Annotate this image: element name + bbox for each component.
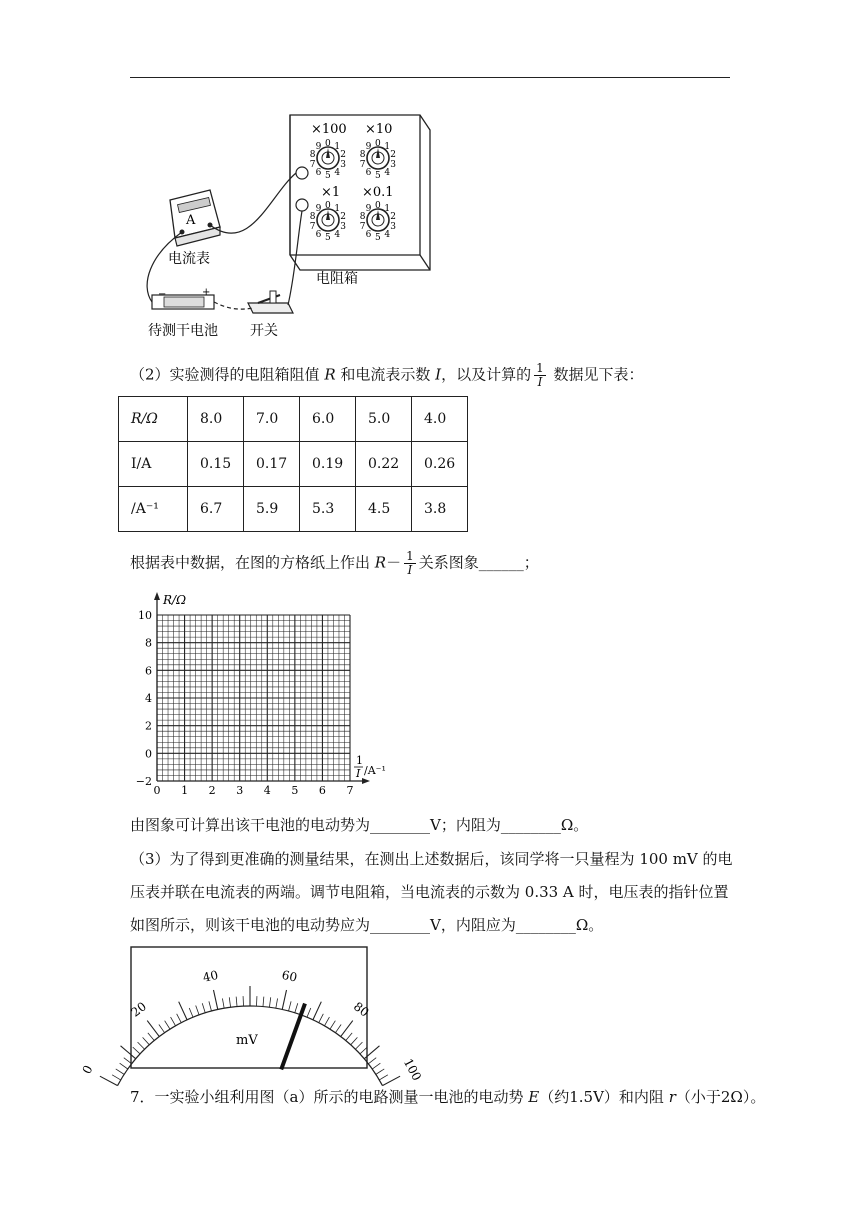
- q2-answer: 由图象可计算出该干电池的电动势为________V；内阻为________Ω。: [130, 816, 589, 834]
- ammeter: [170, 190, 220, 246]
- y-axis-arrow: [154, 592, 160, 600]
- y-tick-label: 4: [145, 692, 152, 705]
- plot-instruction-prefix: 根据表中数据，在图的方格纸上作出: [130, 553, 375, 572]
- data-table: [118, 396, 468, 532]
- q7-text3: （小于2Ω）。: [675, 1088, 766, 1106]
- table-cell: 0.19: [300, 442, 356, 487]
- dial-label-x10: ×10: [365, 122, 393, 137]
- dial-digit: 4: [334, 167, 341, 178]
- resistance-box-label: 电阻箱: [316, 271, 358, 287]
- y-tick-label: 0: [145, 747, 152, 761]
- dial-digit: 8: [309, 212, 316, 223]
- voltmeter-label: 100: [400, 1056, 425, 1084]
- q3-line2: 压表并联在电流表的两端。调节电阻箱，当电流表的示数为 0.33 A 时，电压表的指针位置: [130, 883, 729, 901]
- dial-digit: 9: [365, 204, 372, 215]
- q7-text2: （约1.5V）和内阻: [539, 1088, 669, 1106]
- table-cell: 5.0: [356, 397, 412, 442]
- dial-digit: 3: [340, 159, 346, 170]
- table-cell: 5.9: [244, 487, 300, 532]
- dial-digit: 3: [390, 221, 396, 232]
- dial-digit: 5: [375, 233, 381, 243]
- y-tick-label: −2: [135, 775, 152, 788]
- dial: [360, 201, 396, 243]
- y-tick-label: 10: [138, 609, 152, 622]
- q2-var-r: R: [324, 365, 336, 384]
- dial-digit: 1: [384, 204, 391, 215]
- dial-digit: 0: [325, 201, 331, 211]
- q3-line1: （3）为了得到更准确的测量结果，在测出上述数据后，该同学将一只量程为 100 mV 的电: [130, 850, 733, 868]
- dial-label-x1: ×1: [321, 185, 341, 200]
- circuit-figure: [130, 105, 440, 350]
- table-cell: 8.0: [188, 397, 244, 442]
- x-axis-label-unit: /A⁻¹: [364, 764, 386, 777]
- plot-frac-num: 1: [406, 549, 414, 563]
- voltmeter-figure: [79, 946, 425, 1084]
- dial-digit: 9: [315, 142, 322, 153]
- switch: [248, 291, 293, 313]
- dial-digit: 4: [384, 167, 391, 178]
- dial: [310, 201, 346, 243]
- dial-digit: 2: [390, 150, 396, 161]
- voltmeter-label: 60: [280, 967, 299, 985]
- x-axis-label-den: I: [356, 767, 361, 780]
- dial-digit: 1: [384, 142, 391, 153]
- table-cell: 0.17: [244, 442, 300, 487]
- dial-digit: 0: [375, 201, 381, 211]
- voltmeter-label: 20: [128, 999, 150, 1020]
- dial-digit: 4: [334, 229, 341, 240]
- table-cell: 7.0: [244, 397, 300, 442]
- table-cell: 0.15: [188, 442, 244, 487]
- q2-prefix: （2）实验测得的电阻箱阻值: [130, 365, 325, 384]
- plot-frac-den: I: [407, 563, 413, 577]
- voltmeter-unit: mV: [236, 1033, 258, 1048]
- table-cell: 3.8: [412, 487, 468, 532]
- dial-digit: 5: [325, 233, 331, 243]
- plot-instruction-r: R: [374, 553, 387, 572]
- table-row: [119, 487, 468, 532]
- dial-digit: 6: [315, 167, 322, 178]
- voltmeter-label: 40: [201, 967, 220, 985]
- x-tick-label: 5: [291, 784, 299, 797]
- x-tick-label: 0: [153, 784, 161, 797]
- table-cell: 4.5: [356, 487, 412, 532]
- dial-digit: 7: [359, 221, 366, 232]
- dial-digit: 2: [390, 212, 396, 223]
- plot-instruction-suffix: 关系图象______；: [418, 553, 539, 572]
- resistance-box: [290, 115, 430, 270]
- y-tick-label: 8: [145, 636, 152, 650]
- graph-paper: [130, 588, 400, 798]
- voltmeter-frame: [131, 947, 367, 1068]
- voltmeter-label: 0: [79, 1062, 96, 1077]
- wire-ammeter-box: [210, 173, 296, 233]
- x-axis-label-num: 1: [356, 754, 363, 767]
- dial-digit: 6: [365, 167, 372, 178]
- table-cell: 0.26: [412, 442, 468, 487]
- dial-digit: 4: [384, 229, 391, 240]
- dial-digit: 1: [334, 142, 341, 153]
- table-cell: 0.22: [356, 442, 412, 487]
- dial-digit: 0: [375, 139, 381, 149]
- x-tick-label: 7: [346, 784, 354, 797]
- plot-instruction: [130, 550, 539, 577]
- header-rule: [130, 77, 730, 78]
- q2-frac-num: 1: [536, 361, 544, 375]
- q7-text: [130, 1087, 765, 1107]
- q7-var-e: E: [528, 1088, 540, 1106]
- table-cell: 4.0: [412, 397, 468, 442]
- table-cell: 5.3: [300, 487, 356, 532]
- dial-digit: 5: [375, 171, 381, 181]
- dial-label-x100: ×100: [311, 122, 347, 137]
- dial: [360, 139, 396, 181]
- y-tick-label: 2: [145, 719, 152, 733]
- x-tick-label: 1: [181, 784, 189, 797]
- dial-label-x0.1: ×0.1: [362, 185, 394, 200]
- table-header-inv-i: /A⁻¹: [119, 487, 188, 532]
- q2-fraction: [534, 362, 546, 389]
- q2-mid1: 和电流表示数: [335, 365, 436, 384]
- table-row: [119, 397, 468, 442]
- dial-digit: 6: [315, 229, 322, 240]
- plot-instruction-dash: －: [386, 553, 402, 572]
- grid-lines: [157, 615, 350, 781]
- dial-digit: 3: [340, 221, 346, 232]
- voltmeter-label: 80: [350, 999, 372, 1020]
- dial-digit: 8: [309, 150, 316, 161]
- x-tick-label: 3: [236, 784, 244, 797]
- table-row: [119, 442, 468, 487]
- terminal-lower: [296, 199, 308, 211]
- x-tick-label: 6: [318, 784, 326, 797]
- plot-instruction-fraction: [404, 550, 416, 577]
- dial-digit: 9: [315, 204, 322, 215]
- q2-var-i: I: [435, 365, 442, 384]
- q2-mid2: ，以及计算的: [441, 365, 532, 384]
- dial-digit: 9: [365, 142, 372, 153]
- table-cell: 6.7: [188, 487, 244, 532]
- table-cell: 6.0: [300, 397, 356, 442]
- dial-digit: 0: [325, 139, 331, 149]
- dial-digit: 6: [365, 229, 372, 240]
- battery-label: 待测干电池: [148, 323, 218, 339]
- dial: [310, 139, 346, 181]
- dial-digit: 8: [359, 212, 366, 223]
- x-tick-label: 4: [263, 784, 271, 797]
- svg-text:+: +: [202, 287, 211, 298]
- x-tick-label: 2: [208, 784, 216, 797]
- terminal-upper: [296, 167, 308, 179]
- table-header-i: I/A: [119, 442, 188, 487]
- dial-digit: 1: [334, 204, 341, 215]
- svg-text:−: −: [158, 289, 167, 300]
- dial-digit: 2: [340, 150, 346, 161]
- y-axis-label: R/Ω: [163, 593, 187, 607]
- ammeter-label: 电流表: [168, 251, 210, 267]
- dial-digit: 7: [309, 221, 316, 232]
- switch-label: 开关: [250, 323, 278, 339]
- ammeter-symbol: A: [186, 213, 196, 228]
- dial-digit: 7: [309, 159, 316, 170]
- dial-digit: 7: [359, 159, 366, 170]
- dial-digit: 3: [390, 159, 396, 170]
- dial-digit: 2: [340, 212, 346, 223]
- dial-digit: 5: [325, 171, 331, 181]
- q7-var-r: r: [668, 1088, 676, 1106]
- q3-line3: 如图所示，则该干电池的电动势应为________V，内阻应为________Ω。: [130, 916, 604, 934]
- q7-text1: 7．一实验小组利用图（a）所示的电路测量一电池的电动势: [130, 1088, 529, 1106]
- q2-suffix: 数据见下表：: [548, 365, 644, 384]
- q2-frac-den: I: [537, 375, 543, 389]
- battery: [152, 287, 214, 309]
- q2-intro: [130, 362, 644, 389]
- y-tick-label: 6: [145, 664, 152, 678]
- table-header-r: R/Ω: [119, 397, 188, 442]
- dial-digit: 8: [359, 150, 366, 161]
- x-axis-arrow: [362, 778, 370, 784]
